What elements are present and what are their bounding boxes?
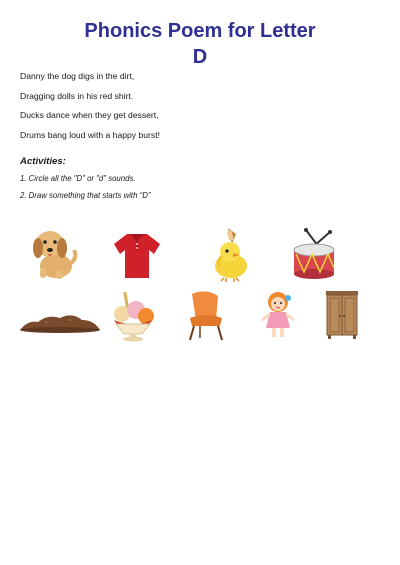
activities-section — [20, 156, 380, 207]
duckling-icon — [210, 226, 252, 282]
poem-line: Ducks dance when they get dessert, — [20, 110, 159, 120]
poem-line: Danny the dog digs in the dirt, — [20, 71, 135, 81]
poem — [20, 70, 380, 148]
chair-icon — [186, 290, 226, 342]
page-title — [0, 18, 400, 70]
dresser-cabinet-icon — [324, 290, 360, 340]
title-line-2: D — [192, 46, 208, 68]
poem-line: Drums bang loud with a happy burst! — [20, 129, 160, 140]
dessert-sundae-icon — [108, 292, 158, 342]
poem-line: Dragging dolls in his red shirt. — [20, 90, 134, 101]
drum-icon — [290, 228, 340, 280]
activity-item: 1. Circle all the "D" or "d" sounds. — [20, 174, 136, 183]
dog-icon — [26, 222, 78, 280]
activity-item: 2. Draw something that starts with “D” — [20, 191, 151, 200]
activities-heading: Activities: — [20, 156, 66, 167]
shirt-icon — [112, 232, 162, 280]
title-line-1: Phonics Poem for Letter — [84, 20, 316, 42]
dirt-pile-icon — [18, 310, 102, 334]
doll-icon — [258, 290, 298, 340]
